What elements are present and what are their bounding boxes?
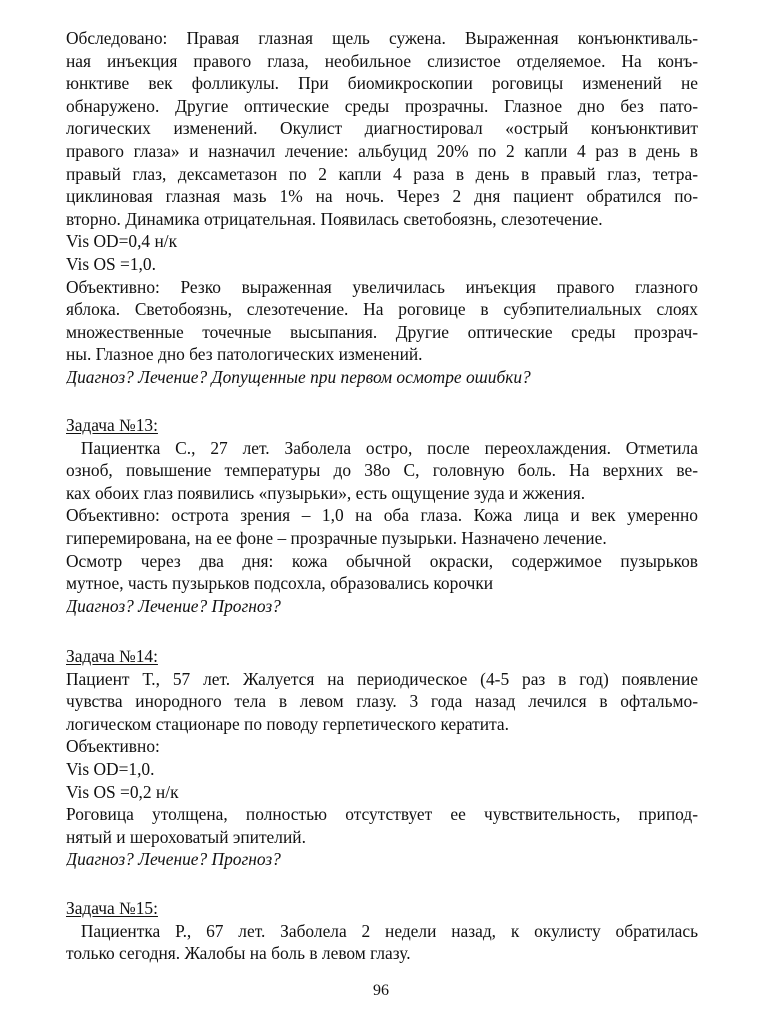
case-continuation: [66, 27, 698, 389]
text-line: ны. Глазное дно без патологических изменений.: [66, 344, 423, 365]
text-line: Обследовано: Правая глазная щель сужена. Выраженная конъюнктиваль-: [66, 28, 698, 48]
text-line: Роговица утолщена, полностью отсутствует ее чувствительность, припод-: [66, 804, 698, 825]
text-line: вторно. Динамика отрицательная. Появилась светобоязнь, слезотечение.: [66, 208, 603, 229]
text-line: логических изменений. Окулист диагностировал «острый конъюнктивит: [66, 118, 698, 139]
text-line: гиперемирована, на ее фоне – прозрачные пузырьки. Назначено лечение.: [66, 527, 607, 548]
text-line: Осмотр через два дня: кожа обычной окраски, содержимое пузырьков: [66, 550, 698, 571]
task-14: [66, 645, 698, 871]
text-line: яблока. Светобоязнь, слезотечение. На роговице в субэпителиальных слоях: [66, 299, 698, 320]
text-line: озноб, повышение температуры до 38о С, головную боль. На верхних ве-: [66, 460, 698, 481]
text-line: обнаружено. Другие оптические среды прозрачны. Глазное дно без пато-: [66, 95, 698, 116]
vis-od-line: Vis OD=0,4 н/к: [66, 231, 178, 252]
task-13: [66, 414, 698, 617]
text-line: только сегодня. Жалобы на боль в левом глазу.: [66, 943, 411, 964]
text-line: мутное, часть пузырьков подсохла, образовались корочки: [66, 573, 494, 594]
text-line: правый глаз, дексаметазон по 2 капли 4 раза в день в правый глаз, тетра-: [66, 163, 698, 184]
task-15: [66, 897, 698, 965]
text-line: Объективно: острота зрения – 1,0 на оба глаза. Кожа лица и век умеренно: [66, 505, 698, 526]
task-title: Задача №13:: [66, 415, 158, 435]
task-title: Задача №14:: [66, 646, 158, 666]
vis-os-line: Vis OS =0,2 н/к: [66, 781, 179, 802]
text-line: Объективно:: [66, 736, 160, 757]
vis-od-line: Vis OD=1,0.: [66, 758, 155, 779]
text-line: правого глаза» и назначил лечение: альбуцид 20% по 2 капли 4 раз в день в: [66, 140, 698, 161]
text-line: нятый и шероховатый эпителий.: [66, 826, 306, 847]
text-line: циклиновая глазная мазь 1% на ночь. Через 2 дня пациент обратился по-: [66, 186, 698, 207]
text-line: Объективно: Резко выраженная увеличилась инъекция правого глазного: [66, 276, 698, 297]
text-line: Пациент Т., 57 лет. Жалуется на периодическое (4-5 раз в год) появление: [66, 668, 698, 689]
text-line: чувства инородного тела в левом глазу. 3 года назад лечился в офтальмо-: [66, 691, 698, 712]
questions-line: Диагноз? Лечение? Прогноз?: [66, 595, 281, 616]
text-line: множественные точечные высыпания. Другие оптические среды прозрач-: [66, 321, 698, 342]
text-line: Пациентка Р., 67 лет. Заболела 2 недели назад, к окулисту обратилась: [66, 920, 698, 941]
questions-line: Диагноз? Лечение? Прогноз?: [66, 849, 281, 870]
vis-os-line: Vis OS =1,0.: [66, 253, 156, 274]
questions-line: Диагноз? Лечение? Допущенные при первом осмотре ошибки?: [66, 366, 531, 387]
task-title: Задача №15:: [66, 898, 158, 918]
text-line: ках обоих глаз появились «пузырьки», есть ощущение зуда и жжения.: [66, 482, 586, 503]
text-line: ная инъекция правого глаза, необильное слизистое отделяемое. На конъ-: [66, 50, 698, 71]
page-number: 96: [373, 982, 389, 999]
text-line: Пациентка С., 27 лет. Заболела остро, после переохлаждения. Отметила: [66, 437, 698, 458]
text-line: логическом стационаре по поводу герпетического кератита.: [66, 713, 509, 734]
text-line: юнктиве век фолликулы. При биомикроскопии роговицы изменений не: [66, 73, 698, 94]
